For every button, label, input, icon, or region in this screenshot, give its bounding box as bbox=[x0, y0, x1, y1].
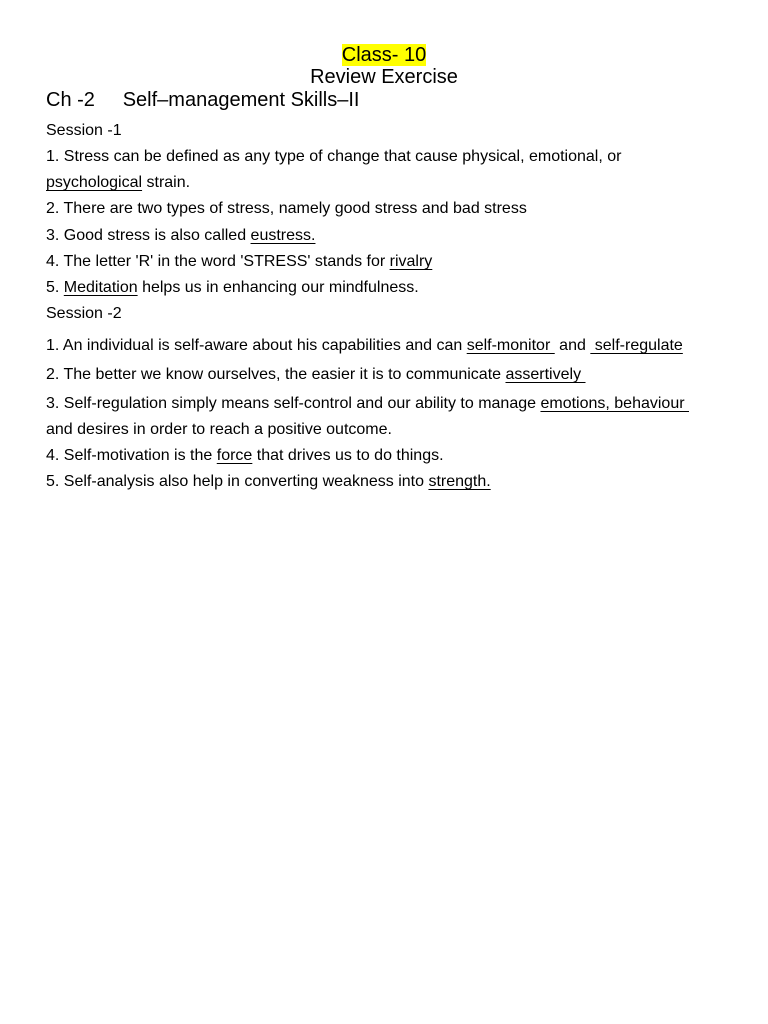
session1-q3: 3. Good stress is also called eustress. bbox=[46, 227, 316, 244]
answer-self-monitor: self-monitor bbox=[466, 337, 555, 354]
answer-emotions-behaviour: emotions, behaviour bbox=[540, 395, 689, 412]
answer-self-regulate: self-regulate bbox=[590, 337, 683, 354]
answer-force: force bbox=[216, 447, 253, 464]
chapter-number: Ch -2 bbox=[46, 89, 95, 111]
session2-q3-line2: and desires in order to reach a positive outcome. bbox=[46, 421, 392, 438]
answer-rivalry: rivalry bbox=[389, 253, 433, 270]
session2-q1: 1. An individual is self-aware about his capabilities and can self-monitor and self-regulate bbox=[46, 337, 683, 354]
session2-q4: 4. Self-motivation is the force that drives us to do things. bbox=[46, 447, 444, 464]
answer-psychological: psychological bbox=[46, 174, 143, 191]
class-label-highlighted: Class- 10 bbox=[341, 44, 427, 66]
session2-q2: 2. The better we know ourselves, the easier it is to communicate assertively bbox=[46, 366, 586, 383]
session2-title: Session -2 bbox=[46, 305, 122, 322]
chapter-title: Self–management Skills–II bbox=[122, 89, 360, 111]
answer-eustress: eustress. bbox=[250, 227, 316, 244]
session1-q1-line1: 1. Stress can be defined as any type of change that cause physical, emotional, or bbox=[46, 148, 622, 165]
session1-q4: 4. The letter 'R' in the word 'STRESS' stands for rivalry bbox=[46, 253, 433, 270]
answer-strength: strength. bbox=[428, 473, 491, 490]
session1-title: Session -1 bbox=[46, 122, 122, 139]
chapter-heading bbox=[46, 88, 360, 112]
session2-q3-line1: 3. Self-regulation simply means self-control and our ability to manage emotions, behaviour bbox=[46, 395, 689, 412]
answer-assertively: assertively bbox=[505, 366, 586, 383]
answer-meditation: Meditation bbox=[63, 279, 138, 296]
session1-q1-line2: psychological strain. bbox=[46, 174, 191, 191]
review-heading: Review Exercise bbox=[310, 66, 458, 88]
session1-q2: 2. There are two types of stress, namely good stress and bad stress bbox=[46, 200, 527, 217]
session1-q5: 5. Meditation helps us in enhancing our mindfulness. bbox=[46, 279, 419, 296]
class-heading bbox=[0, 43, 768, 67]
session2-q5: 5. Self-analysis also help in converting weakness into strength. bbox=[46, 473, 491, 490]
